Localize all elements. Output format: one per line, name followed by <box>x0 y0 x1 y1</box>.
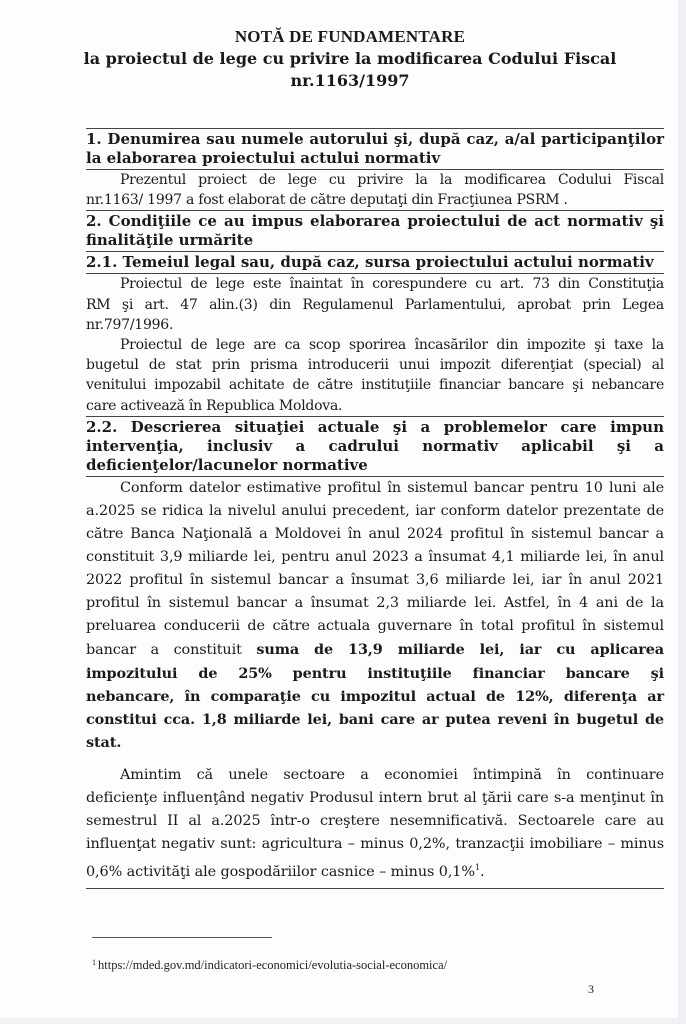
document-title <box>60 26 640 92</box>
body-line: RM şi art. 47 alin.(3) din Regulamenul Parlamentului, aprobat prin Legea <box>86 296 664 313</box>
section-2-1-heading <box>86 252 664 273</box>
body-line: 2022 profitul în sistemul bancar a însumat 3,6 miliarde lei, iar în anul 2021 <box>86 571 664 588</box>
footnote-reference[interactable]: 1 <box>474 862 480 872</box>
section-1-heading <box>86 129 664 169</box>
body-line: Conform datelor estimative profitul în sistemul bancar pentru 10 luni ale <box>120 479 664 496</box>
body-line: influenţat negativ sunt: agricultura – minus 0,2%, tranzacţii imobiliare – minus <box>86 835 664 852</box>
heading-line: 2.2. Descrierea situaţiei actuale şi a problemelor care impun <box>86 417 664 436</box>
section-2-1-paragraph-1 <box>86 274 664 335</box>
body-line: a.2025 se ridica la nivelul anului precedent, iar conform datelor prezentate de <box>86 502 664 519</box>
body-line: nr.1163/ 1997 a fost elaborat de către deputaţi din Fracţiunea PSRM . <box>86 192 568 209</box>
section-divider <box>86 888 664 889</box>
body-line: Amintim că unele sectoare a economiei întimpină în continuare <box>120 766 664 783</box>
footnote-link[interactable]: https://mded.gov.md/indicatori-economici/evolutia-social-economica/ <box>98 958 448 972</box>
body-line: profitul în sistemul bancar a însumat 2,3 miliarde lei. Astfel, în 4 ani de la <box>86 594 664 611</box>
document-body <box>86 128 664 889</box>
footnote <box>92 958 447 973</box>
body-line: Prezentul proiect de lege cu privire la la modificarea Codului Fiscal <box>120 172 664 188</box>
body-line: care activează în Republica Moldova. <box>86 397 343 414</box>
section-2-heading <box>86 211 664 251</box>
title-line-2: la proiectul de lege cu privire la modificarea Codului Fiscal <box>83 49 617 68</box>
body-line: deficienţe influenţând negativ Produsul intern brut al ţării care s-a menţinut în <box>86 789 664 806</box>
body-line: nr.797/1996. <box>86 316 174 333</box>
emphasis-text: constitui cca. 1,8 miliarde lei, bani care ar putea reveni în bugetul de <box>86 710 664 728</box>
body-line: semestrul II al a.2025 într-o creştere nesemnificativă. Sectoarele care au <box>86 812 664 829</box>
heading-line: deficienţelor/lacunelor normative <box>86 455 368 474</box>
body-line: Proiectul de lege este înaintat în corespundere cu art. 73 din Constituţia <box>120 276 664 293</box>
footnote-separator <box>92 937 272 938</box>
page-bottom-edge <box>0 1018 686 1024</box>
footnote-marker: 1 <box>92 958 96 967</box>
heading-line: intervenţia, inclusiv a cadrului normativ aplicabil şi a <box>86 436 664 455</box>
heading-line: 2. Condiţiile ce au impus elaborarea proiectului de act normativ şi <box>86 212 664 231</box>
emphasis-text: suma de 13,9 miliarde lei, iar cu aplicarea <box>256 640 664 658</box>
body-line: către Banca Naţională a Moldovei în anul 2024 profitul în sistemul bancar a <box>86 525 664 542</box>
emphasis-text: nebancare, în comparaţie cu impozitul actual de 12%, diferenţa ar <box>86 687 664 705</box>
body-line: bancar a constituit <box>86 641 257 658</box>
section-2-1-paragraph-2 <box>86 335 664 416</box>
section-2-2-paragraph-1 <box>86 477 664 754</box>
title-line-1: NOTĂ DE FUNDAMENTARE <box>234 27 466 46</box>
body-line: bugetul de stat prin prisma introducerii unui impozit diferenţiat (special) al <box>86 357 664 374</box>
page-number: 3 <box>588 982 594 996</box>
body-line: preluarea conducerii de către actuala guvernare în total profitul în sistemul <box>86 617 664 634</box>
section-1-body <box>86 170 664 210</box>
heading-line: 1. Denumirea sau numele autorului şi, după caz, a/al participanţilor <box>86 130 664 148</box>
body-line: 0,6% activităţi ale gospodăriilor casnice – minus 0,1% <box>86 863 475 880</box>
emphasis-text: stat. <box>86 733 122 751</box>
body-line: constituit 3,9 miliarde lei, pentru anul 2023 a însumat 4,1 miliarde lei, în anul <box>86 548 664 565</box>
heading-line: finalităţile urmărite <box>86 231 254 250</box>
section-2-2-heading <box>86 417 664 476</box>
emphasis-text: impozitului de 25% pentru instituţiile financiar bancare şi <box>86 664 664 682</box>
body-line: venitului impozabil achitate de către instituţiile financiar bancare şi nebancare <box>86 377 664 394</box>
page-edge <box>678 0 686 1024</box>
section-2-2-paragraph-2 <box>86 764 664 884</box>
body-line: . <box>479 863 485 880</box>
heading-line: la elaborarea proiectului actului normativ <box>86 149 441 167</box>
title-line-3: nr.1163/1997 <box>290 71 410 90</box>
heading-line: 2.1. Temeiul legal sau, după caz, sursa proiectului actului normativ <box>86 253 654 272</box>
body-line: Proiectul de lege are ca scop sporirea încasărilor din impozite şi taxe la <box>120 337 664 354</box>
